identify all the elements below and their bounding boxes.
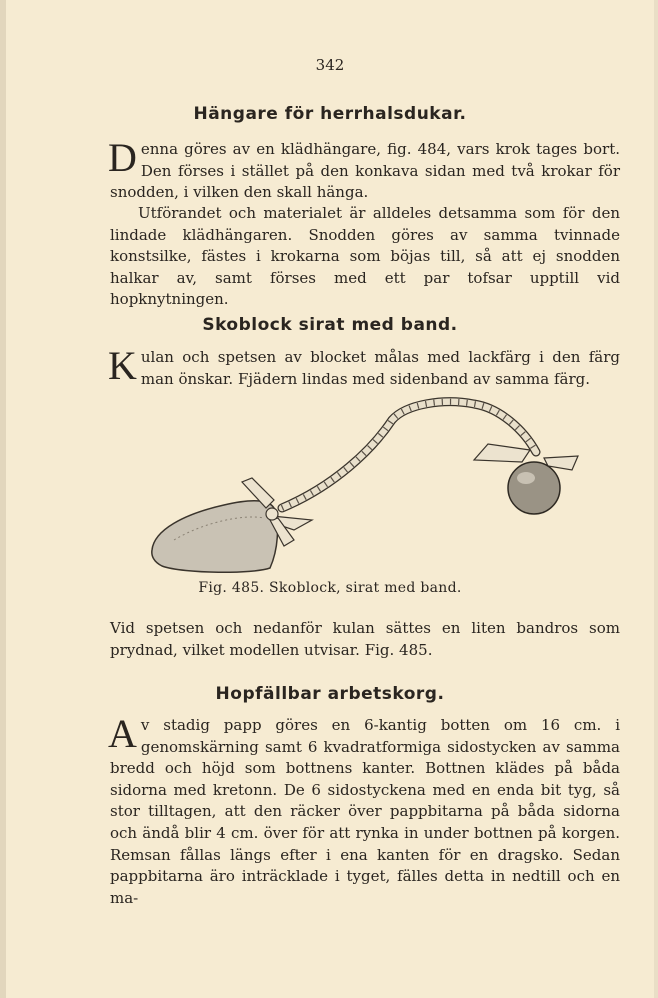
shoe-tree-illustration: [144, 390, 584, 580]
paragraph-hangare-2: Utförandet och materialet är alldeles detsamma som för den lindade klädhängaren. Snodden göres av samma tvinnade konstsilke, fästes i krokarna som böjas till, så att ej snodden halkar av, samt förses med ett par tofsar upptill vid hopknytningen.: [110, 204, 620, 309]
paragraph-text: ulan och spetsen av blocket målas med lackfärg i den färg man önskar. Fjädern lindas med sidenband av samma färg.: [140, 348, 620, 388]
paragraph-hangare-1: [108, 135, 620, 204]
figure-caption: Fig. 485. Skoblock, sirat med band.: [198, 580, 462, 596]
paragraph-text: v stadig papp göres en 6-kantig botten om 16 cm. i genomskärning samt 6 kvadratformiga sidostycken av samma bredd och höjd som bottnens kanter. Bottnen klädes på båda sidorna med kretonn. De 6 sidostyckena med en enda bit tyg, så stor tilltagen, att den räcker över pappbitarna på båda sidorna och ändå blir 4 cm. över för att rynka in under bottnen på korgen. Remsan fållas längs efter i ena kanten för en dragsko. Sedan pappbitarna äro inträcklade i tyget, fälles detta in nedtill och en ma-: [110, 716, 620, 907]
ball-highlight: [517, 472, 535, 484]
ball-bow-left: [474, 444, 530, 462]
heading-skoblock: Skoblock sirat med band.: [202, 315, 458, 335]
heading-hopfallbar: Hopfällbar arbetskorg.: [215, 684, 445, 704]
shoe-block-body: [152, 501, 278, 573]
paragraph-text: enna göres av en klädhängare, fig. 484, vars krok tages bort. Den förses i stället på den konkava sidan med två krokar för snodden, i vilken den skall hänga.: [110, 140, 620, 202]
dropcap-k: K: [108, 343, 137, 388]
paragraph-skoblock-2: Vid spetsen och nedanför kulan sättes en liten bandros som prydnad, vilket modellen utvisar. Fig. 485.: [110, 619, 620, 659]
dropcap-a: A: [108, 711, 137, 756]
page-number: 342: [315, 56, 345, 74]
dropcap-d: D: [108, 135, 137, 180]
heading-hangare: Hängare för herrhalsdukar.: [193, 104, 467, 124]
ball-knob: [508, 462, 560, 514]
paragraph-hopfallbar-1: [108, 711, 620, 909]
bow-knot: [266, 508, 278, 520]
paragraph-skoblock-1: [108, 343, 620, 390]
